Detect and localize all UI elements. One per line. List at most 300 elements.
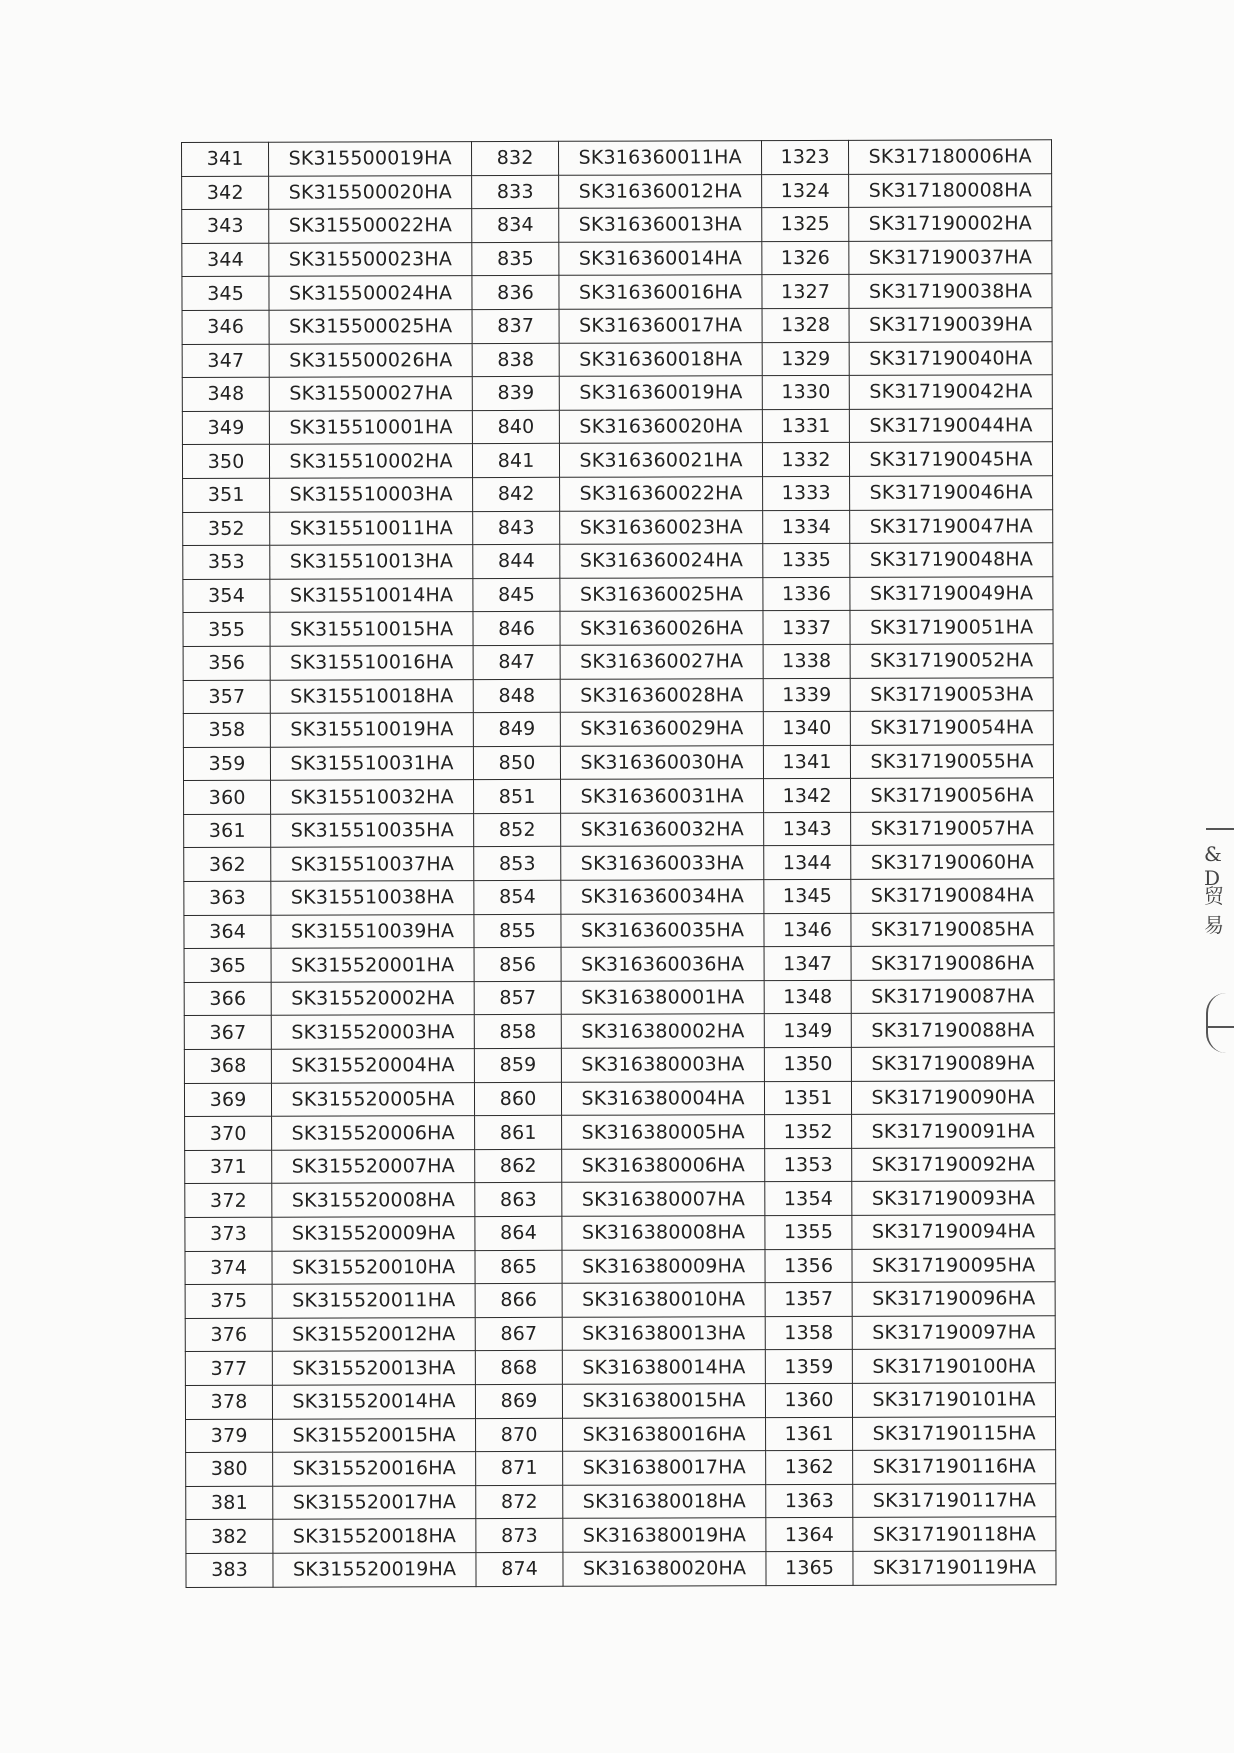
cell-code-c: SK317190037HA xyxy=(849,241,1052,275)
cell-index-c: 1328 xyxy=(762,308,849,342)
cell-index-a: 341 xyxy=(182,142,269,176)
cell-index-b: 870 xyxy=(475,1418,562,1452)
cell-index-a: 359 xyxy=(183,747,270,781)
cell-index-b: 836 xyxy=(472,276,559,310)
cell-code-b: SK316380005HA xyxy=(562,1115,765,1149)
cell-code-b: SK316380004HA xyxy=(562,1081,765,1115)
cell-index-a: 366 xyxy=(184,982,271,1016)
cell-index-b: 866 xyxy=(475,1283,562,1317)
cell-index-c: 1337 xyxy=(763,611,850,645)
cell-index-a: 365 xyxy=(184,948,271,982)
cell-code-c: SK317190087HA xyxy=(851,980,1054,1014)
cell-index-b: 861 xyxy=(475,1116,562,1150)
cell-code-b: SK316360014HA xyxy=(559,241,762,275)
cell-code-c: SK317190052HA xyxy=(850,644,1053,678)
cell-code-a: SK315500020HA xyxy=(269,175,472,209)
cell-index-c: 1330 xyxy=(762,376,849,410)
cell-code-b: SK316360030HA xyxy=(561,745,764,779)
cell-code-b: SK316360017HA xyxy=(559,309,762,343)
cell-code-c: SK317190051HA xyxy=(850,610,1053,644)
cell-code-c: SK317190118HA xyxy=(853,1517,1056,1551)
cell-code-c: SK317190054HA xyxy=(851,711,1054,745)
table-row xyxy=(184,980,1054,1016)
cell-index-a: 364 xyxy=(184,915,271,949)
cell-code-c: SK317190115HA xyxy=(853,1416,1056,1450)
cell-code-c: SK317190044HA xyxy=(850,409,1053,443)
cell-index-b: 832 xyxy=(471,141,558,175)
cell-code-c: SK317190046HA xyxy=(850,476,1053,510)
table-row xyxy=(182,442,1052,478)
cell-index-a: 371 xyxy=(185,1150,272,1184)
cell-code-a: SK315520010HA xyxy=(272,1250,475,1284)
cell-index-a: 349 xyxy=(182,411,269,445)
cell-index-b: 873 xyxy=(476,1519,563,1553)
cell-code-b: SK316360011HA xyxy=(559,141,762,175)
partial-company-seal xyxy=(1204,828,1234,1058)
cell-index-c: 1358 xyxy=(765,1316,852,1350)
cell-index-b: 867 xyxy=(475,1317,562,1351)
cell-code-c: SK317190097HA xyxy=(852,1316,1055,1350)
cell-index-c: 1333 xyxy=(763,476,850,510)
cell-index-c: 1355 xyxy=(765,1215,852,1249)
cell-index-b: 841 xyxy=(472,444,559,478)
cell-code-b: SK316360034HA xyxy=(561,880,764,914)
cell-index-b: 862 xyxy=(475,1149,562,1183)
cell-index-a: 376 xyxy=(185,1318,272,1352)
cell-code-a: SK315520007HA xyxy=(272,1149,475,1183)
cell-code-b: SK316360025HA xyxy=(560,577,763,611)
cell-code-b: SK316360022HA xyxy=(560,477,763,511)
cell-code-c: SK317190092HA xyxy=(852,1148,1055,1182)
cell-code-b: SK316360036HA xyxy=(561,947,764,981)
cell-index-b: 842 xyxy=(473,477,560,511)
cell-index-b: 851 xyxy=(473,780,560,814)
cell-index-a: 367 xyxy=(184,1016,271,1050)
cell-index-c: 1338 xyxy=(763,644,850,678)
cell-code-b: SK316360032HA xyxy=(561,813,764,847)
cell-index-c: 1357 xyxy=(765,1283,852,1317)
cell-index-c: 1334 xyxy=(763,510,850,544)
cell-code-b: SK316360021HA xyxy=(560,443,763,477)
cell-index-b: 872 xyxy=(476,1485,563,1519)
cell-code-c: SK317190056HA xyxy=(851,778,1054,812)
table-row xyxy=(185,1148,1055,1184)
cell-index-b: 848 xyxy=(473,679,560,713)
cell-code-c: SK317190117HA xyxy=(853,1484,1056,1518)
cell-code-a: SK315520006HA xyxy=(272,1116,475,1150)
cell-code-a: SK315520011HA xyxy=(272,1284,475,1318)
seal-text-line1: & D xyxy=(1204,842,1222,890)
cell-code-a: SK315500023HA xyxy=(269,242,472,276)
cell-code-b: SK316380016HA xyxy=(563,1417,766,1451)
cell-code-a: SK315500019HA xyxy=(269,142,472,176)
cell-code-a: SK315510035HA xyxy=(271,813,474,847)
cell-code-c: SK317190002HA xyxy=(849,207,1052,241)
cell-code-a: SK315510019HA xyxy=(271,713,474,747)
cell-index-c: 1359 xyxy=(765,1350,852,1384)
cell-code-c: SK317190093HA xyxy=(852,1181,1055,1215)
cell-index-b: 849 xyxy=(473,712,560,746)
cell-index-b: 846 xyxy=(473,612,560,646)
table-row xyxy=(184,1013,1054,1049)
cell-index-c: 1348 xyxy=(764,980,851,1014)
cell-code-c: SK317190085HA xyxy=(851,912,1054,946)
cell-index-c: 1332 xyxy=(762,443,849,477)
cell-index-a: 348 xyxy=(182,377,269,411)
table-row xyxy=(185,1383,1055,1419)
cell-code-a: SK315520018HA xyxy=(273,1519,476,1553)
cell-index-b: 845 xyxy=(473,578,560,612)
cell-index-c: 1347 xyxy=(764,947,851,981)
cell-index-c: 1362 xyxy=(766,1451,853,1485)
cell-index-c: 1360 xyxy=(765,1383,852,1417)
cell-code-c: SK317190057HA xyxy=(851,812,1054,846)
cell-code-b: SK316360031HA xyxy=(561,779,764,813)
table-row xyxy=(182,140,1052,176)
seal-border-line xyxy=(1206,828,1234,830)
cell-index-a: 347 xyxy=(182,344,269,378)
cell-code-a: SK315500026HA xyxy=(269,343,472,377)
table-row xyxy=(185,1248,1055,1284)
cell-index-b: 855 xyxy=(474,914,561,948)
cell-code-a: SK315520013HA xyxy=(273,1351,476,1385)
cell-index-c: 1344 xyxy=(764,846,851,880)
cell-code-a: SK315500025HA xyxy=(269,310,472,344)
cell-index-b: 850 xyxy=(473,746,560,780)
table-row xyxy=(186,1484,1056,1520)
cell-index-a: 375 xyxy=(185,1284,272,1318)
cell-code-b: SK316360012HA xyxy=(559,174,762,208)
cell-code-b: SK316360020HA xyxy=(560,409,763,443)
cell-index-a: 356 xyxy=(183,646,270,680)
cell-code-b: SK316360024HA xyxy=(560,544,763,578)
cell-index-a: 370 xyxy=(185,1116,272,1150)
table-row xyxy=(185,1316,1055,1352)
cell-code-b: SK316380019HA xyxy=(563,1518,766,1552)
cell-index-c: 1353 xyxy=(765,1148,852,1182)
serial-number-table xyxy=(181,139,1057,1587)
table-row xyxy=(182,308,1052,344)
cell-index-a: 379 xyxy=(186,1419,273,1453)
cell-code-c: SK317190047HA xyxy=(850,509,1053,543)
cell-code-a: SK315500027HA xyxy=(270,377,473,411)
cell-code-a: SK315510001HA xyxy=(270,410,473,444)
cell-code-a: SK315510013HA xyxy=(270,545,473,579)
cell-code-a: SK315520019HA xyxy=(273,1553,476,1587)
table-row xyxy=(182,241,1052,277)
cell-index-b: 871 xyxy=(476,1451,563,1485)
cell-index-a: 354 xyxy=(183,579,270,613)
cell-index-a: 380 xyxy=(186,1452,273,1486)
cell-code-a: SK315510003HA xyxy=(270,478,473,512)
seal-text-line2: 贸易 xyxy=(1204,884,1224,937)
cell-code-c: SK317190091HA xyxy=(852,1114,1055,1148)
cell-code-c: SK317190038HA xyxy=(849,274,1052,308)
table-row xyxy=(184,1080,1054,1116)
table-row xyxy=(186,1517,1056,1553)
table-row xyxy=(183,576,1053,612)
cell-code-a: SK315520004HA xyxy=(272,1049,475,1083)
cell-code-a: SK315520009HA xyxy=(272,1217,475,1251)
cell-code-a: SK315510037HA xyxy=(271,847,474,881)
table-row xyxy=(184,912,1054,948)
cell-index-c: 1324 xyxy=(762,174,849,208)
cell-index-b: 840 xyxy=(472,410,559,444)
cell-index-a: 343 xyxy=(182,209,269,243)
cell-code-b: SK316380015HA xyxy=(563,1384,766,1418)
cell-index-c: 1342 xyxy=(763,779,850,813)
cell-index-b: 838 xyxy=(472,343,559,377)
cell-code-c: SK317190100HA xyxy=(853,1349,1056,1383)
cell-code-b: SK316380020HA xyxy=(563,1552,766,1586)
cell-index-c: 1343 xyxy=(764,812,851,846)
cell-code-c: SK317190045HA xyxy=(850,442,1053,476)
cell-code-a: SK315520012HA xyxy=(272,1317,475,1351)
cell-index-a: 373 xyxy=(185,1217,272,1251)
cell-code-a: SK315510014HA xyxy=(270,578,473,612)
table-row xyxy=(183,543,1053,579)
cell-index-b: 860 xyxy=(474,1082,561,1116)
cell-index-a: 346 xyxy=(182,310,269,344)
cell-code-b: SK316360026HA xyxy=(560,611,763,645)
table-row xyxy=(184,946,1054,982)
cell-index-a: 362 xyxy=(184,848,271,882)
cell-index-b: 839 xyxy=(472,376,559,410)
table-row xyxy=(186,1416,1056,1452)
cell-index-a: 368 xyxy=(184,1049,271,1083)
cell-index-b: 868 xyxy=(475,1351,562,1385)
cell-index-a: 357 xyxy=(183,680,270,714)
table-row xyxy=(185,1282,1055,1318)
table-body xyxy=(182,140,1057,1587)
cell-index-c: 1351 xyxy=(764,1081,851,1115)
cell-index-a: 383 xyxy=(186,1553,273,1587)
cell-index-c: 1363 xyxy=(766,1484,853,1518)
cell-index-b: 864 xyxy=(475,1216,562,1250)
cell-code-c: SK317180006HA xyxy=(849,140,1052,174)
table-row xyxy=(182,173,1052,209)
seal-arc xyxy=(1206,993,1234,1053)
cell-index-b: 857 xyxy=(474,981,561,1015)
cell-code-a: SK315520008HA xyxy=(272,1183,475,1217)
cell-code-c: SK317190116HA xyxy=(853,1450,1056,1484)
table-row xyxy=(182,409,1052,445)
cell-index-a: 344 xyxy=(182,243,269,277)
cell-index-a: 374 xyxy=(185,1251,272,1285)
cell-index-b: 853 xyxy=(474,847,561,881)
cell-index-a: 377 xyxy=(185,1352,272,1386)
cell-index-b: 856 xyxy=(474,948,561,982)
cell-code-c: SK317190084HA xyxy=(851,879,1054,913)
cell-index-a: 342 xyxy=(182,176,269,210)
cell-index-c: 1354 xyxy=(765,1182,852,1216)
cell-code-a: SK315520017HA xyxy=(273,1485,476,1519)
cell-code-b: SK316360033HA xyxy=(561,846,764,880)
cell-code-c: SK317190119HA xyxy=(853,1551,1056,1585)
cell-index-b: 852 xyxy=(474,813,561,847)
cell-code-a: SK315510032HA xyxy=(271,780,474,814)
cell-code-b: SK316360027HA xyxy=(560,645,763,679)
cell-code-a: SK315510031HA xyxy=(271,746,474,780)
cell-index-b: 844 xyxy=(473,544,560,578)
cell-code-c: SK317190039HA xyxy=(849,308,1052,342)
cell-index-b: 834 xyxy=(472,209,559,243)
cell-index-b: 874 xyxy=(476,1552,563,1586)
cell-index-a: 381 xyxy=(186,1486,273,1520)
cell-code-b: SK316380010HA xyxy=(562,1283,765,1317)
cell-index-b: 833 xyxy=(472,175,559,209)
cell-code-a: SK315520003HA xyxy=(272,1015,475,1049)
cell-code-b: SK316360013HA xyxy=(559,208,762,242)
table-row xyxy=(186,1551,1056,1587)
cell-code-b: SK316360018HA xyxy=(559,342,762,376)
cell-index-a: 353 xyxy=(183,545,270,579)
cell-code-a: SK315510038HA xyxy=(271,881,474,915)
cell-code-b: SK316360028HA xyxy=(560,678,763,712)
table-row xyxy=(184,812,1054,848)
cell-index-c: 1340 xyxy=(763,711,850,745)
cell-code-b: SK316380006HA xyxy=(562,1148,765,1182)
cell-index-b: 854 xyxy=(474,880,561,914)
cell-index-c: 1341 xyxy=(763,745,850,779)
cell-index-c: 1350 xyxy=(764,1047,851,1081)
table-row xyxy=(186,1450,1056,1486)
cell-index-c: 1346 xyxy=(764,913,851,947)
cell-index-b: 863 xyxy=(475,1183,562,1217)
cell-code-c: SK317190096HA xyxy=(852,1282,1055,1316)
cell-code-b: SK316380001HA xyxy=(561,981,764,1015)
cell-code-b: SK316380018HA xyxy=(563,1484,766,1518)
cell-code-b: SK316380008HA xyxy=(562,1216,765,1250)
cell-code-b: SK316380014HA xyxy=(563,1350,766,1384)
cell-index-c: 1329 xyxy=(762,342,849,376)
cell-code-a: SK315510002HA xyxy=(270,444,473,478)
cell-index-b: 859 xyxy=(474,1048,561,1082)
table-row xyxy=(183,644,1053,680)
cell-code-c: SK317190040HA xyxy=(849,341,1052,375)
table-row xyxy=(182,341,1052,377)
cell-index-b: 865 xyxy=(475,1250,562,1284)
cell-index-c: 1331 xyxy=(762,409,849,443)
cell-index-b: 869 xyxy=(475,1384,562,1418)
cell-code-c: SK317190089HA xyxy=(852,1047,1055,1081)
cell-index-a: 350 xyxy=(182,445,269,479)
cell-index-a: 345 xyxy=(182,277,269,311)
cell-index-c: 1361 xyxy=(765,1417,852,1451)
table-row xyxy=(183,476,1053,512)
cell-code-c: SK317190053HA xyxy=(850,677,1053,711)
table-row xyxy=(183,509,1053,545)
cell-index-b: 837 xyxy=(472,309,559,343)
cell-index-c: 1364 xyxy=(766,1518,853,1552)
cell-index-a: 351 xyxy=(183,478,270,512)
table-row xyxy=(182,274,1052,310)
cell-code-b: SK316360029HA xyxy=(561,712,764,746)
cell-code-c: SK317190042HA xyxy=(850,375,1053,409)
cell-index-c: 1356 xyxy=(765,1249,852,1283)
cell-code-b: SK316380007HA xyxy=(562,1182,765,1216)
cell-code-b: SK316360035HA xyxy=(561,913,764,947)
cell-code-c: SK317180008HA xyxy=(849,173,1052,207)
cell-index-a: 361 xyxy=(184,814,271,848)
cell-index-a: 355 xyxy=(183,613,270,647)
cell-code-b: SK316360016HA xyxy=(559,275,762,309)
cell-code-c: SK317190088HA xyxy=(852,1013,1055,1047)
cell-code-b: SK316360019HA xyxy=(560,376,763,410)
cell-code-c: SK317190055HA xyxy=(851,744,1054,778)
cell-code-a: SK315520014HA xyxy=(273,1385,476,1419)
cell-code-c: SK317190101HA xyxy=(853,1383,1056,1417)
cell-code-a: SK315510011HA xyxy=(270,511,473,545)
cell-code-b: SK316360023HA xyxy=(560,510,763,544)
cell-index-c: 1335 xyxy=(763,544,850,578)
cell-index-a: 372 xyxy=(185,1184,272,1218)
cell-code-a: SK315520005HA xyxy=(272,1082,475,1116)
table-row xyxy=(184,879,1054,915)
cell-index-b: 858 xyxy=(474,1015,561,1049)
cell-index-c: 1339 xyxy=(763,678,850,712)
cell-index-b: 847 xyxy=(473,645,560,679)
cell-code-b: SK316380017HA xyxy=(563,1451,766,1485)
cell-index-a: 363 xyxy=(184,881,271,915)
cell-code-c: SK317190090HA xyxy=(852,1080,1055,1114)
cell-code-a: SK315510018HA xyxy=(270,679,473,713)
cell-code-c: SK317190048HA xyxy=(850,543,1053,577)
cell-code-b: SK316380009HA xyxy=(562,1249,765,1283)
cell-index-c: 1365 xyxy=(766,1551,853,1585)
table-row xyxy=(183,711,1053,747)
cell-index-c: 1352 xyxy=(765,1115,852,1149)
table-row xyxy=(184,845,1054,881)
cell-code-c: SK317190060HA xyxy=(851,845,1054,879)
cell-index-a: 378 xyxy=(185,1385,272,1419)
table-row xyxy=(185,1181,1055,1217)
cell-index-c: 1323 xyxy=(761,140,848,174)
cell-index-a: 358 xyxy=(183,713,270,747)
table-row xyxy=(183,744,1053,780)
cell-code-a: SK315510015HA xyxy=(270,612,473,646)
cell-code-b: SK316380002HA xyxy=(562,1014,765,1048)
cell-code-b: SK316380013HA xyxy=(562,1316,765,1350)
table-row xyxy=(185,1114,1055,1150)
cell-code-c: SK317190095HA xyxy=(852,1248,1055,1282)
cell-code-a: SK315520015HA xyxy=(273,1418,476,1452)
cell-code-a: SK315520016HA xyxy=(273,1452,476,1486)
cell-code-a: SK315520001HA xyxy=(271,948,474,982)
cell-index-a: 382 xyxy=(186,1520,273,1554)
cell-code-c: SK317190049HA xyxy=(850,576,1053,610)
cell-code-a: SK315500022HA xyxy=(269,209,472,243)
table-row xyxy=(185,1215,1055,1251)
table-row xyxy=(182,375,1052,411)
cell-code-a: SK315500024HA xyxy=(269,276,472,310)
table-row xyxy=(184,1047,1054,1083)
cell-code-c: SK317190094HA xyxy=(852,1215,1055,1249)
cell-index-c: 1325 xyxy=(762,208,849,242)
cell-index-a: 369 xyxy=(184,1083,271,1117)
cell-index-c: 1345 xyxy=(764,879,851,913)
table-row xyxy=(185,1349,1055,1385)
cell-code-a: SK315510016HA xyxy=(270,645,473,679)
table-row xyxy=(183,610,1053,646)
table-row xyxy=(182,207,1052,243)
cell-code-b: SK316380003HA xyxy=(562,1048,765,1082)
cell-index-c: 1349 xyxy=(764,1014,851,1048)
cell-code-c: SK317190086HA xyxy=(851,946,1054,980)
table-row xyxy=(183,677,1053,713)
table-row xyxy=(184,778,1054,814)
cell-code-a: SK315520002HA xyxy=(271,981,474,1015)
